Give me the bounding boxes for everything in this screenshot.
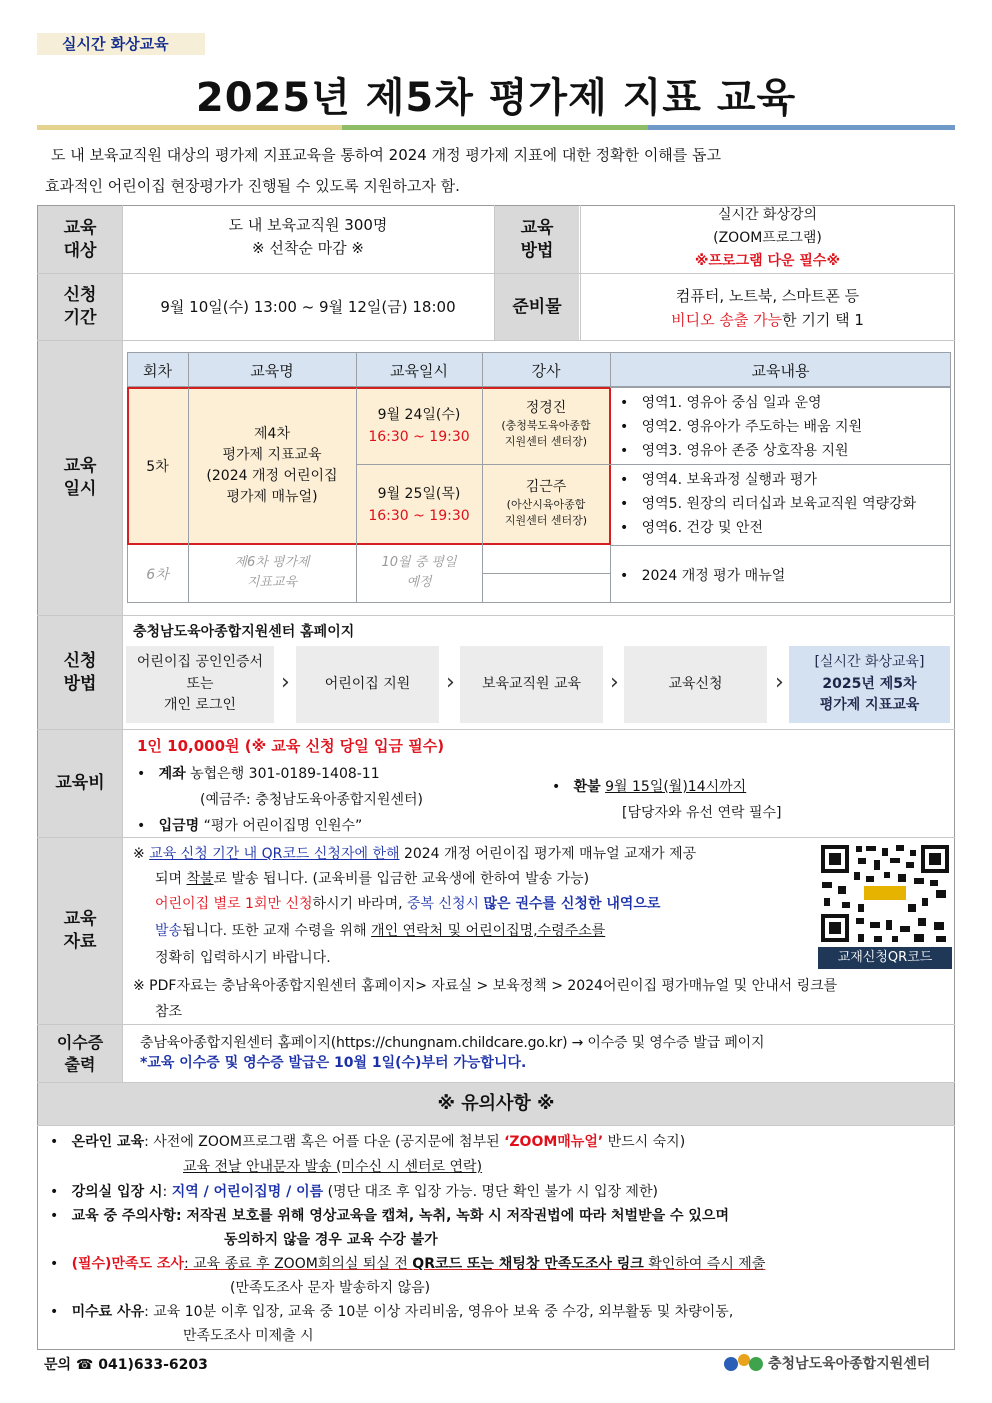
notice5-b: 만족도조사 미제출 시 <box>183 1328 314 1344</box>
header-content: 교육내용 <box>751 362 810 380</box>
step5-l2: 2025년 제5차 <box>822 675 917 692</box>
step5-l1: [실시간 화상교육] <box>814 653 925 670</box>
session1-day: 9월 24일(수) <box>377 407 461 423</box>
lecturer2 <box>482 477 610 529</box>
notice1-a: : 사전에 ZOOM프로그램 혹은 어플 다운 (공지문에 첨부된 <box>144 1134 505 1150</box>
method-line3: ※프로그램 다운 필수※ <box>694 253 841 270</box>
apply-step-login <box>126 646 274 723</box>
notice5-a: : 교육 10분 이후 입장, 교육 중 10분 이상 자리비움, 영유아 보육 중 수강, 외부활동 및 차량이동, <box>144 1304 734 1320</box>
apply-step-request: 교육신청 <box>624 646 767 723</box>
content1-item: 영역2. 영유아가 주도하는 배움 지원 <box>641 419 863 435</box>
notice4-label: (필수)만족도 조사 <box>71 1256 184 1272</box>
target-value <box>122 214 494 259</box>
target-line1: 도 내 보육교직원 300명 <box>228 216 388 234</box>
prep-line2-red: 비디오 송출 가능 <box>671 311 783 329</box>
column-divider <box>122 205 123 1082</box>
round5: 5차 <box>146 459 169 475</box>
round6-content: • 2024 개정 평가 매뉴얼 <box>620 568 786 584</box>
footer-org: 충청남도육아종합지원센터 <box>768 1356 931 1372</box>
column-divider <box>494 205 495 340</box>
round6-name <box>188 553 356 592</box>
fee-headline: 1인 10,000원 (※ 교육 신청 당일 입금 필수) <box>137 737 445 755</box>
center-logo-icon <box>722 1350 766 1374</box>
chevron-right-icon: › <box>775 670 784 695</box>
notice1-b: ‘ZOOM매뉴얼’ <box>504 1134 604 1150</box>
label-cert: 이수증 출력 <box>38 1025 122 1082</box>
lecturer1-org2: 지원센터 센터장) <box>504 435 588 449</box>
round6-date-l1: 10월 중 평일 <box>381 555 457 570</box>
intro-paragraph <box>45 140 945 202</box>
material-l2b: 착불 <box>186 871 214 887</box>
material-l7: 참조 <box>155 1004 183 1020</box>
notice3-a: : 저작권 보호를 위해 영상교육을 캡쳐, 녹취, 녹화 시 저작권법에 따라 처벌받을 수 있으며 <box>176 1208 729 1224</box>
chevron-right-icon: › <box>446 670 455 695</box>
label-target: 교육 대상 <box>38 206 122 273</box>
round5-name-l3: (2024 개정 어린이집 <box>206 468 338 484</box>
header-date: 교육일시 <box>390 362 448 380</box>
notice4-b: QR코드 또는 채팅창 만족도조사 링크 <box>412 1256 644 1272</box>
material-l4a: 발송 <box>155 923 183 939</box>
round5-name-l1: 제4차 <box>254 426 290 442</box>
refund-label: 환불 <box>573 779 601 795</box>
row-divider <box>37 837 955 838</box>
notice1-d: 교육 전날 안내문자 발송 (미수신 시 센터로 연락) <box>183 1159 483 1175</box>
round5-name <box>188 424 356 508</box>
live-video-badge: 실시간 화상교육 <box>37 33 205 55</box>
label-period: 신청 기간 <box>38 274 122 340</box>
notice1-c: 반드시 숙지) <box>603 1134 686 1150</box>
material-l3a: 어린이집 별로 1회만 신청 <box>155 896 313 912</box>
title-bar-green <box>342 125 648 130</box>
round6-content-text: 2024 개정 평가 매뉴얼 <box>641 568 786 584</box>
notice2-b: 지역 / 어린이집명 / 이름 <box>171 1184 324 1200</box>
session2-day: 9월 25일(목) <box>377 486 461 502</box>
content-list-2: • 영역4. 보육과정 실행과 평가 • 영역5. 원장의 리더십과 보육교직원 역량강화 • 영역6. 건강 및 안전 <box>620 472 917 536</box>
row-divider <box>37 1024 955 1025</box>
fee-holder: (예금주: 충청남도육아종합지원센터) <box>200 792 423 808</box>
round5-name-l2: 평가제 지표교육 <box>222 447 322 463</box>
row-divider <box>37 729 955 730</box>
round6-date <box>356 553 482 592</box>
lecturer2-name: 김근주 <box>525 479 567 495</box>
material-l4b: 됩니다. 또한 교재 수령을 위해 <box>182 923 372 939</box>
lecturer1-org1: (충청북도육아종합 <box>501 419 591 433</box>
content1-item: 영역1. 영유아 중심 일과 운영 <box>641 395 822 411</box>
page-title: 2025년 제5차 평가제 지표 교육 <box>195 75 797 121</box>
notice4-d: (만족도조사 문자 발송하지 않음) <box>230 1280 431 1296</box>
label-apply: 신청 방법 <box>38 616 122 729</box>
round6: 6차 <box>146 567 169 583</box>
material-l6: ※ PDF자료는 충남육아종합지원센터 홈페이지> 자료실 > 보육정책 > 2024어린이집 평가매뉴얼 및 안내서 링크를 <box>133 978 838 994</box>
notice4-a: : 교육 종료 후 ZOOM회의실 퇴실 전 <box>183 1256 413 1272</box>
title-bar-yellow <box>37 125 342 130</box>
row-divider <box>37 1125 955 1126</box>
fee-refund: • 환불 9월 15일(월)14시까지 <box>552 779 747 795</box>
material-l2a: 되며 <box>155 871 187 887</box>
contact-phone: 문의 ☎ 041)633-6203 <box>44 1357 208 1373</box>
notice3-b: 동의하지 않을 경우 교육 수강 불가 <box>224 1232 438 1248</box>
notice5-label: 미수료 사유 <box>71 1304 145 1320</box>
qr-caption: 교재신청QR코드 <box>818 947 952 969</box>
intro-line-2: 효과적인 어린이집 현장평가가 진행될 수 있도록 지원하고자 함. <box>45 177 460 195</box>
content2-item: 영역4. 보육과정 실행과 평가 <box>641 472 818 488</box>
account-number: 농협은행 301-0189-1408-11 <box>190 766 380 782</box>
content-list-1: • 영역1. 영유아 중심 일과 운영 • 영역2. 영유아가 주도하는 배움 지원 • 영역3. 영유아 존중 상호작용 지원 <box>620 395 863 459</box>
step1-l3: 개인 로그인 <box>163 697 237 714</box>
chevron-right-icon: › <box>610 670 619 695</box>
chevron-right-icon: › <box>281 670 290 695</box>
material-l3b: 하시기 바라며, <box>312 896 407 912</box>
session1-time: 16:30 ~ 19:30 <box>368 429 470 446</box>
content2-item: 영역5. 원장의 리더십과 보육교직원 역량강화 <box>641 496 917 512</box>
content1-item: 영역3. 영유아 존중 상호작용 지원 <box>641 443 849 459</box>
lecturer1 <box>482 398 610 450</box>
label-fee: 교육비 <box>38 730 122 837</box>
notice2-a: : <box>162 1184 172 1200</box>
title-bar-blue <box>648 125 955 130</box>
column-divider <box>580 205 581 340</box>
header-lecturer: 강사 <box>531 362 561 380</box>
notice1-label: 온라인 교육 <box>71 1134 145 1150</box>
round5-name-l4: 평가제 매뉴얼) <box>226 489 318 505</box>
material-l2c: 로 발송 됩니다. (교육비를 입금한 교육생에 한하여 발송 가능) <box>213 871 590 887</box>
notice2-c: (명단 대조 후 입장 가능. 명단 확인 불가 시 입장 제한) <box>323 1184 658 1200</box>
content2-item: 영역6. 건강 및 안전 <box>641 520 763 536</box>
round6-name-l2: 지표교육 <box>246 574 298 590</box>
intro-line-1: 도 내 보육교직원 대상의 평가제 지표교육을 통하여 2024 개정 평가제 지표에 대한 정확한 이해를 돕고 <box>51 146 722 164</box>
round6-name-l1: 제6차 평가제 <box>234 555 310 570</box>
cert-line1: 충남육아종합지원센터 홈페이지(https://chungnam.childcare.go.kr) → 이수증 및 영수증 발급 페이지 <box>140 1035 765 1051</box>
row-divider <box>37 615 955 616</box>
depositor-value: “평가 어린이집명 인원수” <box>203 818 363 834</box>
material-l1a: ※ <box>133 846 150 862</box>
prep-line2-rest: 한 기기 택 1 <box>782 311 864 329</box>
lecturer2-org1: (아산시육아종합 <box>506 498 586 512</box>
qr-code-icon[interactable] <box>818 842 952 945</box>
refund-note: [담당자와 유선 연락 필수] <box>622 805 782 821</box>
label-method: 교육 방법 <box>495 206 579 273</box>
prep-value <box>580 284 955 332</box>
label-material: 교육 자료 <box>38 838 122 1024</box>
material-l3d: 많은 권수를 신청한 내역으로 <box>483 896 661 912</box>
method-line1: 실시간 화상강의 <box>717 207 818 223</box>
material-l5b: 하시기 바랍니다. <box>227 950 331 966</box>
target-line2: ※ 선착순 마감 ※ <box>252 238 364 257</box>
fee-account: • 계좌 농협은행 301-0189-1408-11 <box>137 766 380 782</box>
round6-date-l2: 예정 <box>406 574 432 590</box>
account-label: 계좌 <box>158 766 186 782</box>
step5-l3: 평가제 지표교육 <box>819 697 920 714</box>
material-l4c: 개인 연락처 및 어린이집명,수령주소를 <box>371 923 606 939</box>
session2-date <box>356 483 482 528</box>
cert-line2: *교육 이수증 및 영수증 발급은 10월 1일(수)부터 가능합니다. <box>140 1055 527 1071</box>
method-line2: (ZOOM프로그램) <box>713 230 822 247</box>
header-round: 회차 <box>143 362 172 380</box>
apply-step-staff-edu: 보육교직원 교육 <box>460 646 603 723</box>
step1-l2: 또는 <box>186 675 214 692</box>
apply-step-course <box>789 646 950 723</box>
prep-line1: 컴퓨터, 노트북, 스마트폰 등 <box>675 287 860 305</box>
session1-date <box>356 404 482 449</box>
header-name: 교육명 <box>250 362 294 380</box>
notice3-label: 교육 중 주의사항 <box>71 1208 177 1224</box>
material-l3c: 중복 신청시 <box>407 896 484 912</box>
lecturer1-name: 정경진 <box>525 400 567 416</box>
step1-l1: 어린이집 공인인증서 <box>136 653 264 670</box>
notice2-label: 강의실 입장 시 <box>71 1184 163 1200</box>
apply-site: 충청남도육아종합지원센터 홈페이지 <box>133 624 355 640</box>
material-l5a: 정확히 입력 <box>155 950 228 966</box>
material-l1b: 교육 신청 기간 내 QR코드 신청자에 한해 <box>149 846 400 862</box>
apply-step-daycare: 어린이집 지원 <box>296 646 439 723</box>
row-divider <box>37 340 955 341</box>
fee-depositor: • 입금명 “평가 어린이집명 인원수” <box>137 818 363 834</box>
notice4-c: 확인하여 즉시 제출 <box>643 1256 766 1272</box>
session2-time: 16:30 ~ 19:30 <box>368 508 470 525</box>
depositor-label: 입금명 <box>158 818 200 834</box>
label-prep: 준비물 <box>495 274 579 340</box>
notice-header: ※ 유의사항 ※ <box>38 1083 954 1125</box>
label-schedule: 교육 일시 <box>38 341 122 615</box>
period-value: 9월 10일(수) 13:00 ~ 9월 12일(금) 18:00 <box>160 298 456 316</box>
lecturer2-org2: 지원센터 센터장) <box>504 514 588 528</box>
method-value <box>580 204 955 273</box>
refund-date: 9월 15일(월)14시까지 <box>605 779 747 795</box>
material-l1c: 2024 개정 어린이집 평가제 매뉴얼 교재가 제공 <box>399 846 697 862</box>
